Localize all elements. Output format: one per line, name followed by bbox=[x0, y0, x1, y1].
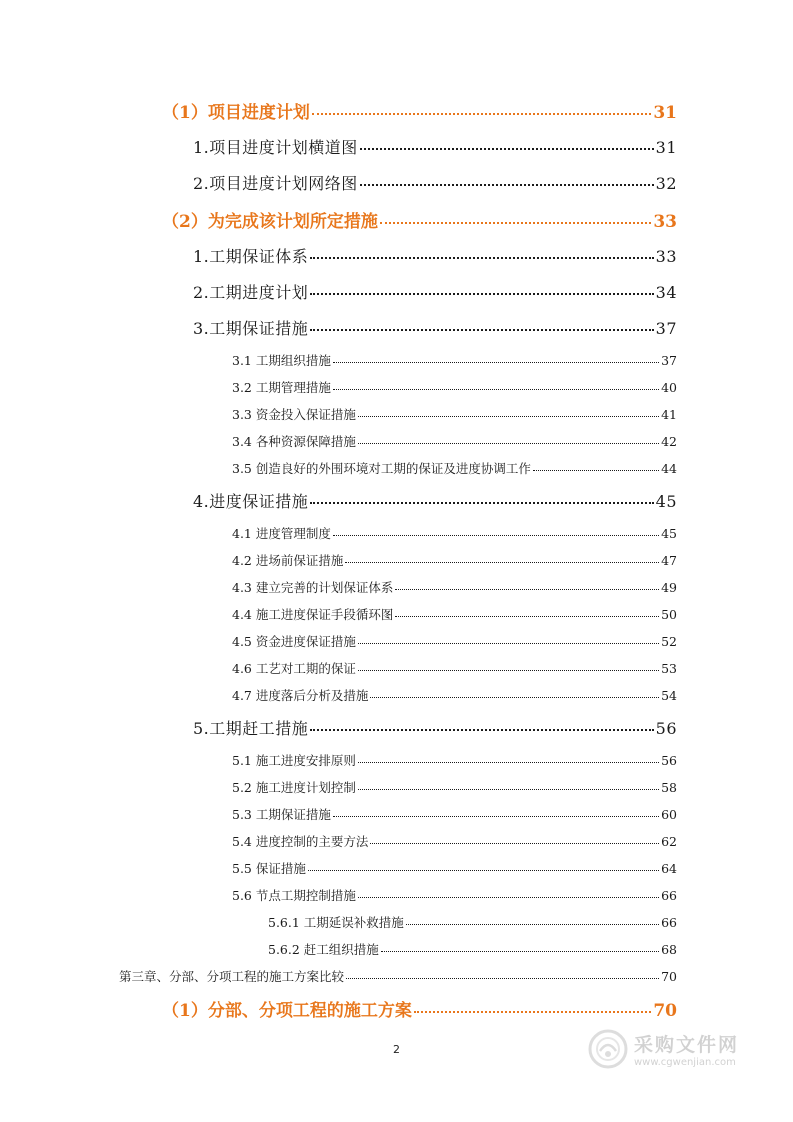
toc-entry[interactable]: 5.5 保证措施 64 bbox=[232, 861, 677, 876]
toc-entry[interactable]: 2.项目进度计划网络图 32 bbox=[193, 174, 677, 193]
toc-entry[interactable]: （2）为完成该计划所定措施 33 bbox=[162, 212, 677, 232]
toc-entry[interactable]: 3.工期保证措施 37 bbox=[193, 319, 677, 338]
toc-entry[interactable]: 3.3 资金投入保证措施 41 bbox=[232, 407, 677, 422]
toc-entry[interactable]: 5.工期赶工措施 56 bbox=[193, 719, 677, 738]
toc-entry[interactable]: 5.6.2 赶工组织措施 68 bbox=[268, 942, 677, 957]
toc-entry[interactable]: 4.6 工艺对工期的保证 53 bbox=[232, 661, 677, 676]
toc-entry[interactable]: 3.1 工期组织措施 37 bbox=[232, 353, 677, 368]
toc-entry[interactable]: 1.工期保证体系 33 bbox=[193, 247, 677, 266]
page-number: 2 bbox=[393, 1043, 400, 1056]
toc-entry[interactable]: 4.7 进度落后分析及措施 54 bbox=[232, 688, 677, 703]
watermark-url: www.cgwenjian.com bbox=[634, 1057, 736, 1068]
toc-entry[interactable]: 5.1 施工进度安排原则 56 bbox=[232, 753, 677, 768]
toc-entry[interactable]: （1）项目进度计划 31 bbox=[162, 103, 677, 123]
toc-entry[interactable]: 3.4 各种资源保障措施 42 bbox=[232, 434, 677, 449]
toc-entry[interactable]: 2.工期进度计划 34 bbox=[193, 283, 677, 302]
toc-entry[interactable]: 5.3 工期保证措施 60 bbox=[232, 807, 677, 822]
toc-entry[interactable]: 5.2 施工进度计划控制 58 bbox=[232, 780, 677, 795]
toc-entry[interactable]: 4.进度保证措施 45 bbox=[193, 492, 677, 511]
toc-entry[interactable]: 4.4 施工进度保证手段循环图 50 bbox=[232, 607, 677, 622]
toc-entry[interactable]: 5.6.1 工期延误补救措施 66 bbox=[268, 915, 677, 930]
toc-entry[interactable]: 1.项目进度计划横道图 31 bbox=[193, 138, 677, 157]
toc-entry[interactable]: 4.2 进场前保证措施 47 bbox=[232, 553, 677, 568]
toc-entry[interactable]: 3.2 工期管理措施 40 bbox=[232, 380, 677, 395]
toc-entry[interactable]: 4.1 进度管理制度 45 bbox=[232, 526, 677, 541]
toc-entry[interactable]: 3.5 创造良好的外围环境对工期的保证及进度协调工作 44 bbox=[232, 461, 677, 476]
toc-entry[interactable]: 第三章、分部、分项工程的施工方案比较 70 bbox=[119, 969, 677, 984]
toc-entry[interactable]: （1）分部、分项工程的施工方案 70 bbox=[162, 1001, 677, 1021]
toc-entry[interactable]: 5.4 进度控制的主要方法 62 bbox=[232, 834, 677, 849]
toc-entry[interactable]: 4.3 建立完善的计划保证体系 49 bbox=[232, 580, 677, 595]
toc-entry[interactable]: 4.5 资金进度保证措施 52 bbox=[232, 634, 677, 649]
toc-entry[interactable]: 5.6 节点工期控制措施 66 bbox=[232, 888, 677, 903]
cgwenjian-logo-icon bbox=[588, 1029, 628, 1069]
watermark-name: 采购文件网 bbox=[634, 1034, 740, 1056]
watermark bbox=[588, 1026, 758, 1072]
